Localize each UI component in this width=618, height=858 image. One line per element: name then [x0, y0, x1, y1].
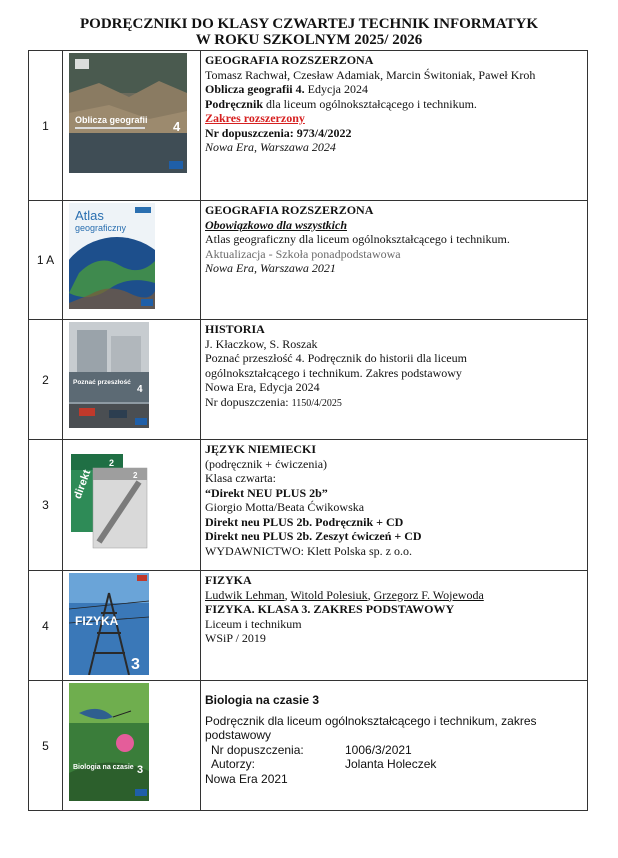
book-title: Biologia na czasie 3 [205, 693, 320, 707]
cover-geografia [69, 53, 187, 173]
authors: J. Kłaczkow, S. Roszak [205, 336, 318, 351]
book-title: “Direkt NEU PLUS 2b” [205, 485, 328, 500]
cover-fizyka-number: 3 [131, 656, 140, 673]
cover-biologia-number: 3 [137, 764, 144, 776]
subject: FIZYKA [205, 573, 252, 587]
author-2: Witold Polesiuk [290, 587, 368, 602]
cover-geografia-title: Oblicza geografii [75, 115, 148, 125]
publisher: Nowa Era, Warszawa 2024 [205, 140, 336, 154]
cover-historia [69, 322, 149, 428]
approval-value: 1006/3/2021 [345, 742, 412, 757]
row-number: 2 [29, 320, 63, 440]
publisher: WYDAWNICTWO: Klett Polska sp. z o.o. [205, 543, 413, 558]
subject: HISTORIA [205, 322, 265, 336]
document-title [0, 16, 618, 48]
cover-cell [63, 51, 201, 201]
publisher: Nowa Era 2021 [205, 771, 288, 786]
book-description-cont: podstawowy [205, 728, 272, 742]
cover-biologia [69, 683, 149, 801]
book-description-cont: ogólnokształcącego i technikum. Zakres podstawowy [205, 365, 462, 380]
table-row [29, 320, 588, 440]
cover-direkt-title: direkt [71, 468, 94, 501]
row-number: 3 [29, 440, 63, 571]
table-row [29, 571, 588, 681]
authors-value: Jolanta Holeczek [345, 757, 437, 771]
book-description: Atlas geograficzny dla liceum ogólnokształcącego i technikum. [205, 232, 510, 246]
update-note: Aktualizacja - Szkoła ponadpodstawowa [205, 246, 401, 261]
title-line-1: PODRĘCZNIKI DO KLASY CZWARTEJ TECHNIK INFORMATYK [80, 16, 538, 32]
class-label: Klasa czwarta: [205, 471, 276, 485]
row-number: 1 A [29, 201, 63, 320]
book-title: FIZYKA. KLASA 3. ZAKRES PODSTAWOWY [205, 602, 455, 616]
cover-direkt-number: 2 [109, 458, 115, 468]
cover-cell [63, 320, 201, 440]
row-number: 1 [29, 51, 63, 201]
svg-text:2: 2 [133, 471, 138, 480]
row-number: 4 [29, 571, 63, 681]
mandatory-note: Obowiązkowo dla wszystkich [205, 217, 348, 232]
textbook-part: Direkt neu PLUS 2b. Podręcznik + CD [205, 514, 404, 529]
cover-fizyka-title: FIZYKA [75, 614, 119, 628]
approval-label: Nr dopuszczenia: [205, 394, 292, 409]
book-title: Oblicza geografii 4. [205, 82, 305, 96]
approval-label: Nr dopuszczenia: [211, 742, 304, 757]
publisher: Nowa Era, Warszawa 2021 [205, 261, 336, 275]
approval-number: Nr dopuszczenia: 973/4/2022 [205, 125, 352, 140]
cover-fizyka [69, 573, 149, 675]
book-info [201, 571, 588, 681]
table-row [29, 681, 588, 811]
textbook-table [28, 50, 588, 811]
publisher: WSiP / 2019 [205, 631, 266, 645]
cover-atlas [69, 203, 155, 309]
table-row [29, 51, 588, 201]
cover-historia-title: Poznać przeszłość [73, 379, 131, 386]
cover-historia-number: 4 [137, 384, 143, 395]
cover-cell [63, 440, 201, 571]
book-info [201, 440, 588, 571]
table-row [29, 440, 588, 571]
author-separator: , [284, 587, 291, 602]
scope-label: Zakres rozszerzony [205, 111, 305, 125]
authors-label: Autorzy: [211, 757, 256, 771]
book-edition: Edycja 2024 [304, 82, 368, 96]
subject: GEOGRAFIA ROZSZERZONA [205, 203, 374, 217]
book-description: Podręcznik dla liceum ogólnokształcącego i technikum, zakres [205, 713, 537, 728]
book-info [201, 681, 588, 811]
cover-biologia-title: Biologia na czasie [73, 764, 134, 771]
cover-cell [63, 201, 201, 320]
author-3: Grzegorz F. Wojewoda [373, 587, 484, 602]
approval-value: 1150/4/2025 [291, 397, 342, 409]
cover-atlas-subtitle: geograficzny [75, 223, 127, 233]
authors: Tomasz Rachwał, Czesław Adamiak, Marcin Świtoniak, Paweł Kroh [205, 67, 536, 82]
cover-cell [63, 681, 201, 811]
book-info [201, 201, 588, 320]
materials-note: (podręcznik + ćwiczenia) [205, 456, 328, 471]
book-target: dla liceum ogólnokształcącego i technikum. [263, 96, 477, 111]
book-info [201, 320, 588, 440]
subject: JĘZYK NIEMIECKI [205, 442, 317, 456]
school-type: Liceum i technikum [205, 616, 302, 631]
book-description: Poznać przeszłość 4. Podręcznik do historii dla liceum [205, 351, 467, 365]
cover-direkt [69, 452, 149, 552]
cover-geografia-number: 4 [173, 119, 181, 134]
edition: Nowa Era, Edycja 2024 [205, 380, 320, 394]
book-info [201, 51, 588, 201]
author-separator: , [367, 587, 374, 602]
authors: Giorgio Motta/Beata Ćwikowska [205, 500, 365, 514]
row-number: 5 [29, 681, 63, 811]
cover-cell [63, 571, 201, 681]
workbook-part: Direkt neu PLUS 2b. Zeszyt ćwiczeń + CD [205, 529, 422, 543]
title-line-2: W ROKU SZKOLNYM 2025/ 2026 [195, 32, 423, 48]
subject: GEOGRAFIA ROZSZERZONA [205, 53, 374, 67]
author-1: Ludwik Lehman [205, 587, 285, 602]
cover-atlas-title: Atlas [75, 208, 104, 223]
book-type: Podręcznik [205, 96, 263, 111]
table-row [29, 201, 588, 320]
